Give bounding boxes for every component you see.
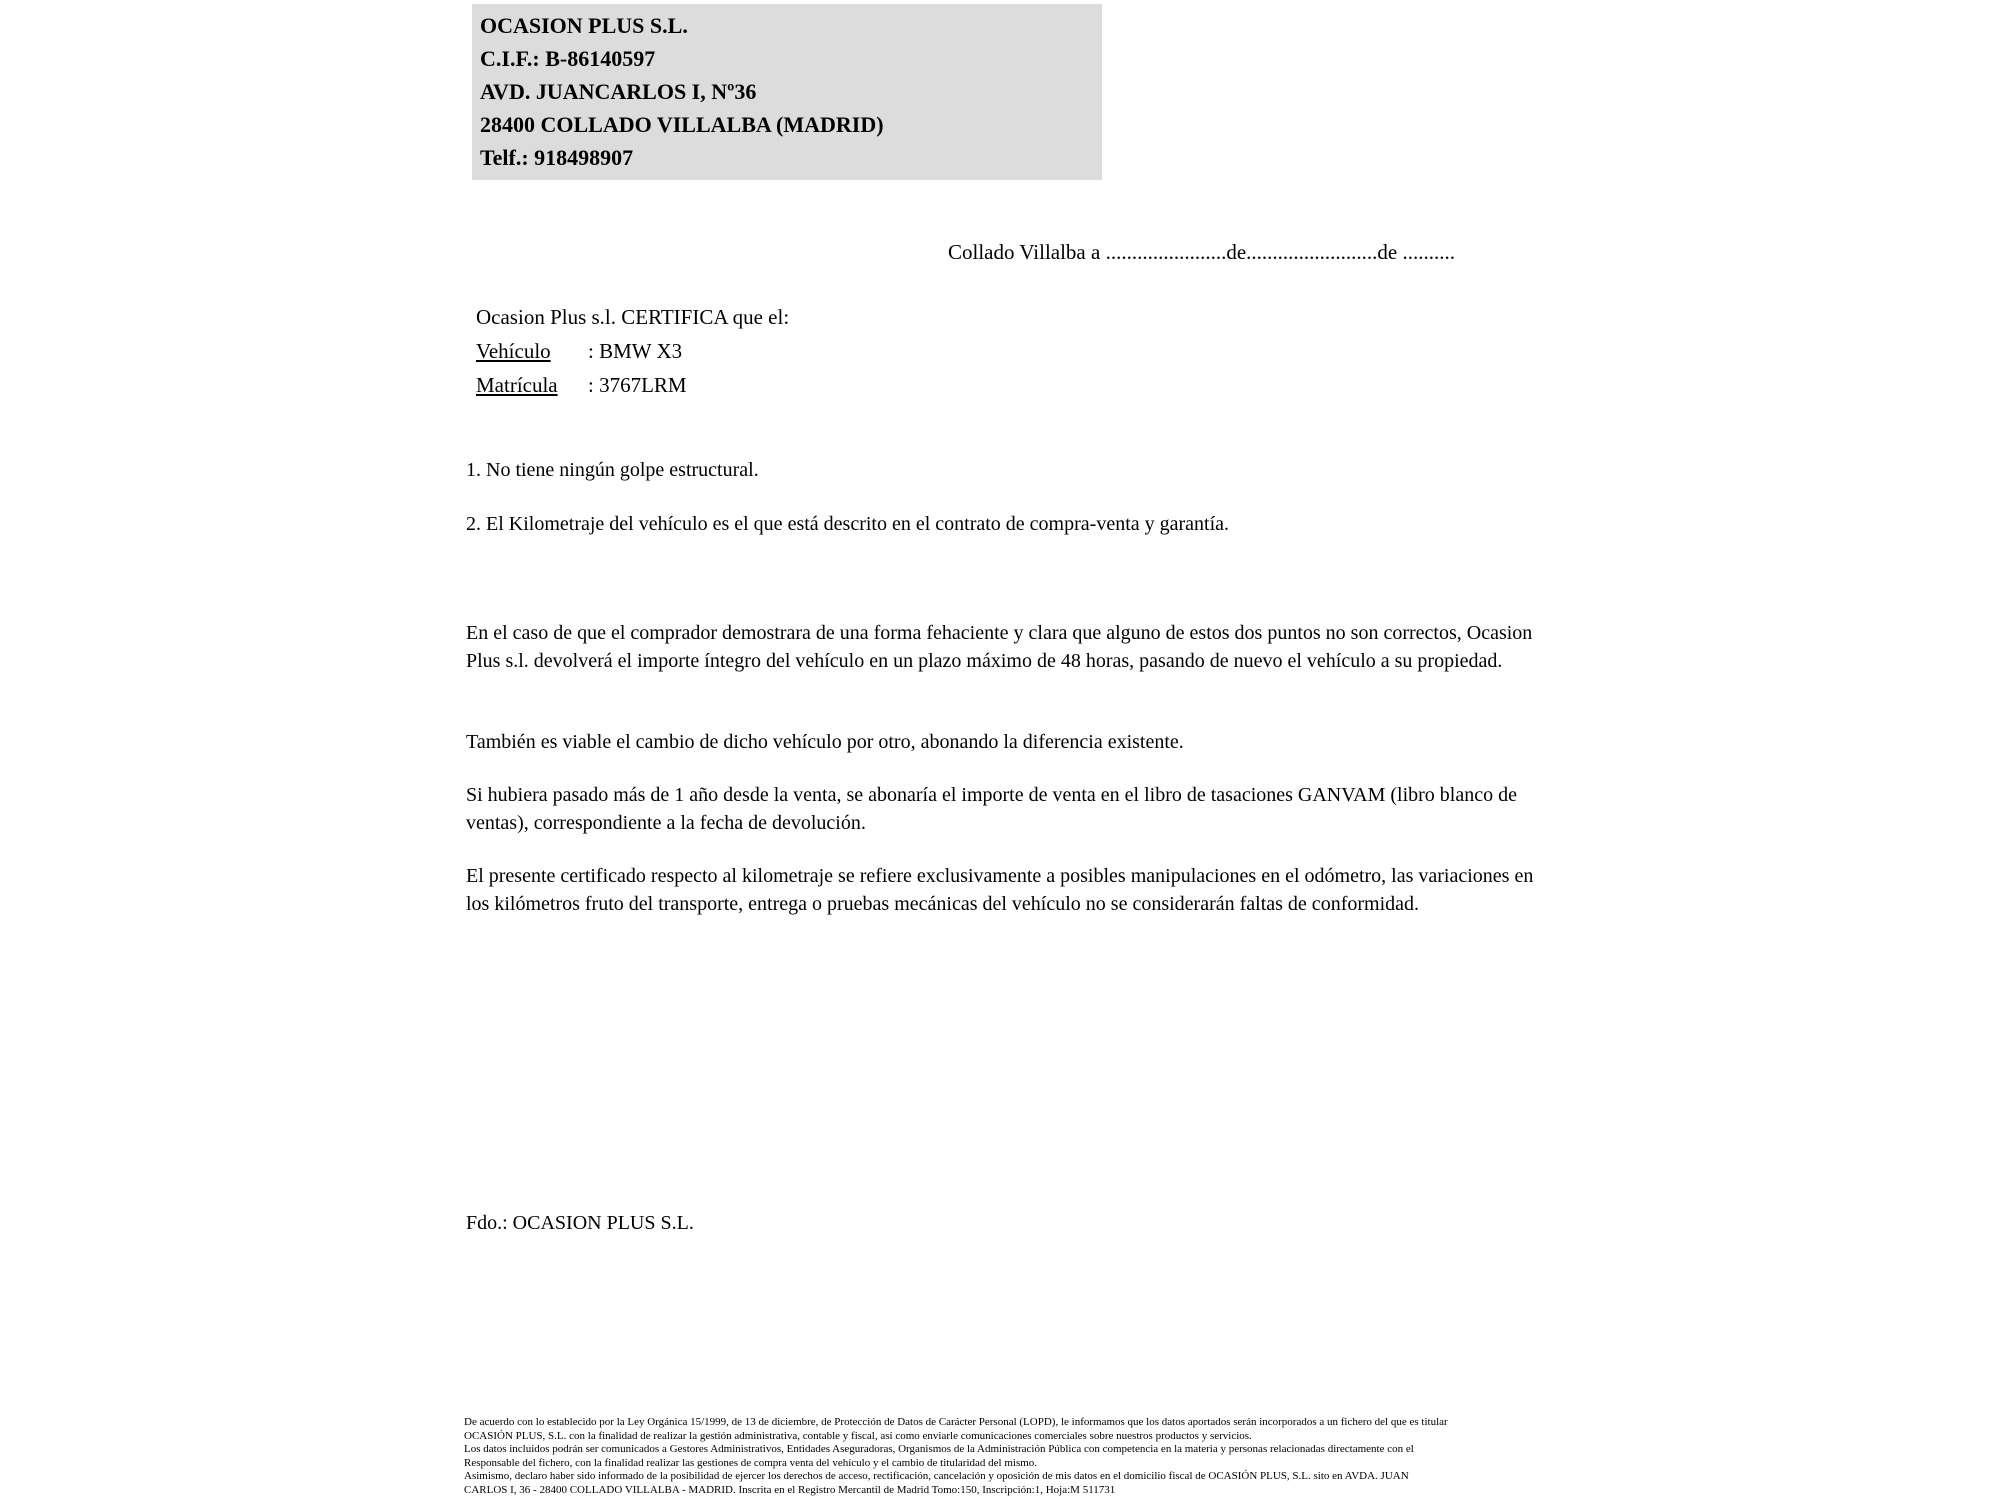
paragraph-exchange: También es viable el cambio de dicho vehículo por otro, abonando la diferencia existente.	[466, 731, 1184, 753]
company-cif: C.I.F.: B-86140597	[480, 46, 656, 71]
company-phone: Telf.: 918498907	[480, 145, 634, 170]
date-line: Collado Villalba a .......................de.........................de ..........	[948, 240, 1455, 264]
clause-mileage: 2. El Kilometraje del vehículo es el que está descrito en el contrato de compra-venta y garantía.	[466, 513, 1230, 535]
certify-intro: Ocasion Plus s.l. CERTIFICA que el:	[476, 305, 790, 329]
paragraph-refund: En el caso de que el comprador demostrara de una forma fehaciente y clara que alguno de estos dos puntos no son correctos, Ocasion Plus s.l. devolverá el importe íntegro del vehículo en un plazo máximo de 48 horas, pasando de nuevo el vehículo a su propiedad.	[466, 622, 1533, 672]
legal-line-3: Los datos incluidos podrán ser comunicados a Gestores Administrativos, Entidades Aseguradoras, Organismos de la Administración Pública con competencia en la materia y personas relacionadas directamente con el	[464, 1443, 1414, 1456]
plate-row	[476, 368, 789, 402]
legal-line-4: Responsable del fichero, con la finalidad realizar las gestiones de compra venta del vehículo y el cambio de titularidad del mismo.	[464, 1456, 1038, 1469]
clause-structural: 1. No tiene ningún golpe estructural.	[466, 459, 759, 481]
plate-label: Matrícula	[476, 373, 558, 397]
paragraph-odometer: El presente certificado respecto al kilometraje se refiere exclusivamente a posibles manipulaciones en el odómetro, las variaciones en los kilómetros fruto del transporte, entrega o pruebas mecánicas del vehículo no se considerarán faltas de conformidad.	[466, 865, 1534, 915]
legal-line-6: CARLOS I, 36 - 28400 COLLADO VILLALBA - MADRID. Inscrita en el Registro Mercantil de Madrid Tomo:150, Inscripción:1, Hoja:M 511731	[464, 1483, 1116, 1496]
company-city: 28400 COLLADO VILLALBA (MADRID)	[480, 112, 884, 137]
plate-value: : 3767LRM	[588, 373, 687, 397]
company-name: OCASION PLUS S.L.	[480, 13, 688, 38]
company-address: AVD. JUANCARLOS I, Nº36	[480, 79, 757, 104]
company-header-box	[472, 4, 1102, 180]
legal-line-5: Asimismo, declaro haber sido informado de la posibilidad de ejercer los derechos de acceso, rectificación, cancelación y oposición de mis datos en el domicilio fiscal de OCASIÓN PLUS, S.L. sito en AVDA. JUAN	[464, 1470, 1409, 1483]
vehicle-value: : BMW X3	[588, 339, 683, 363]
legal-line-2: OCASIÓN PLUS, S.L. con la finalidad de realizar la gestión administrativa, contable y fiscal, así como enviarle comunicaciones comerciales sobre nuestros productos y servicios.	[464, 1429, 1252, 1442]
legal-notice	[464, 1416, 1554, 1498]
signature-line: Fdo.: OCASION PLUS S.L.	[466, 1212, 694, 1234]
certification-block	[476, 300, 789, 402]
legal-line-1: De acuerdo con lo establecido por la Ley Orgánica 15/1999, de 13 de diciembre, de Protección de Datos de Carácter Personal (LOPD), le informamos que los datos aportados serán incorporados a un fichero del que es titular	[464, 1416, 1448, 1428]
vehicle-label: Vehículo	[476, 339, 551, 363]
vehicle-row	[476, 334, 789, 368]
paragraph-ganvam: Si hubiera pasado más de 1 año desde la venta, se abonaría el importe de venta en el libro de tasaciones GANVAM (libro blanco de ventas), correspondiente a la fecha de devolución.	[466, 784, 1517, 834]
